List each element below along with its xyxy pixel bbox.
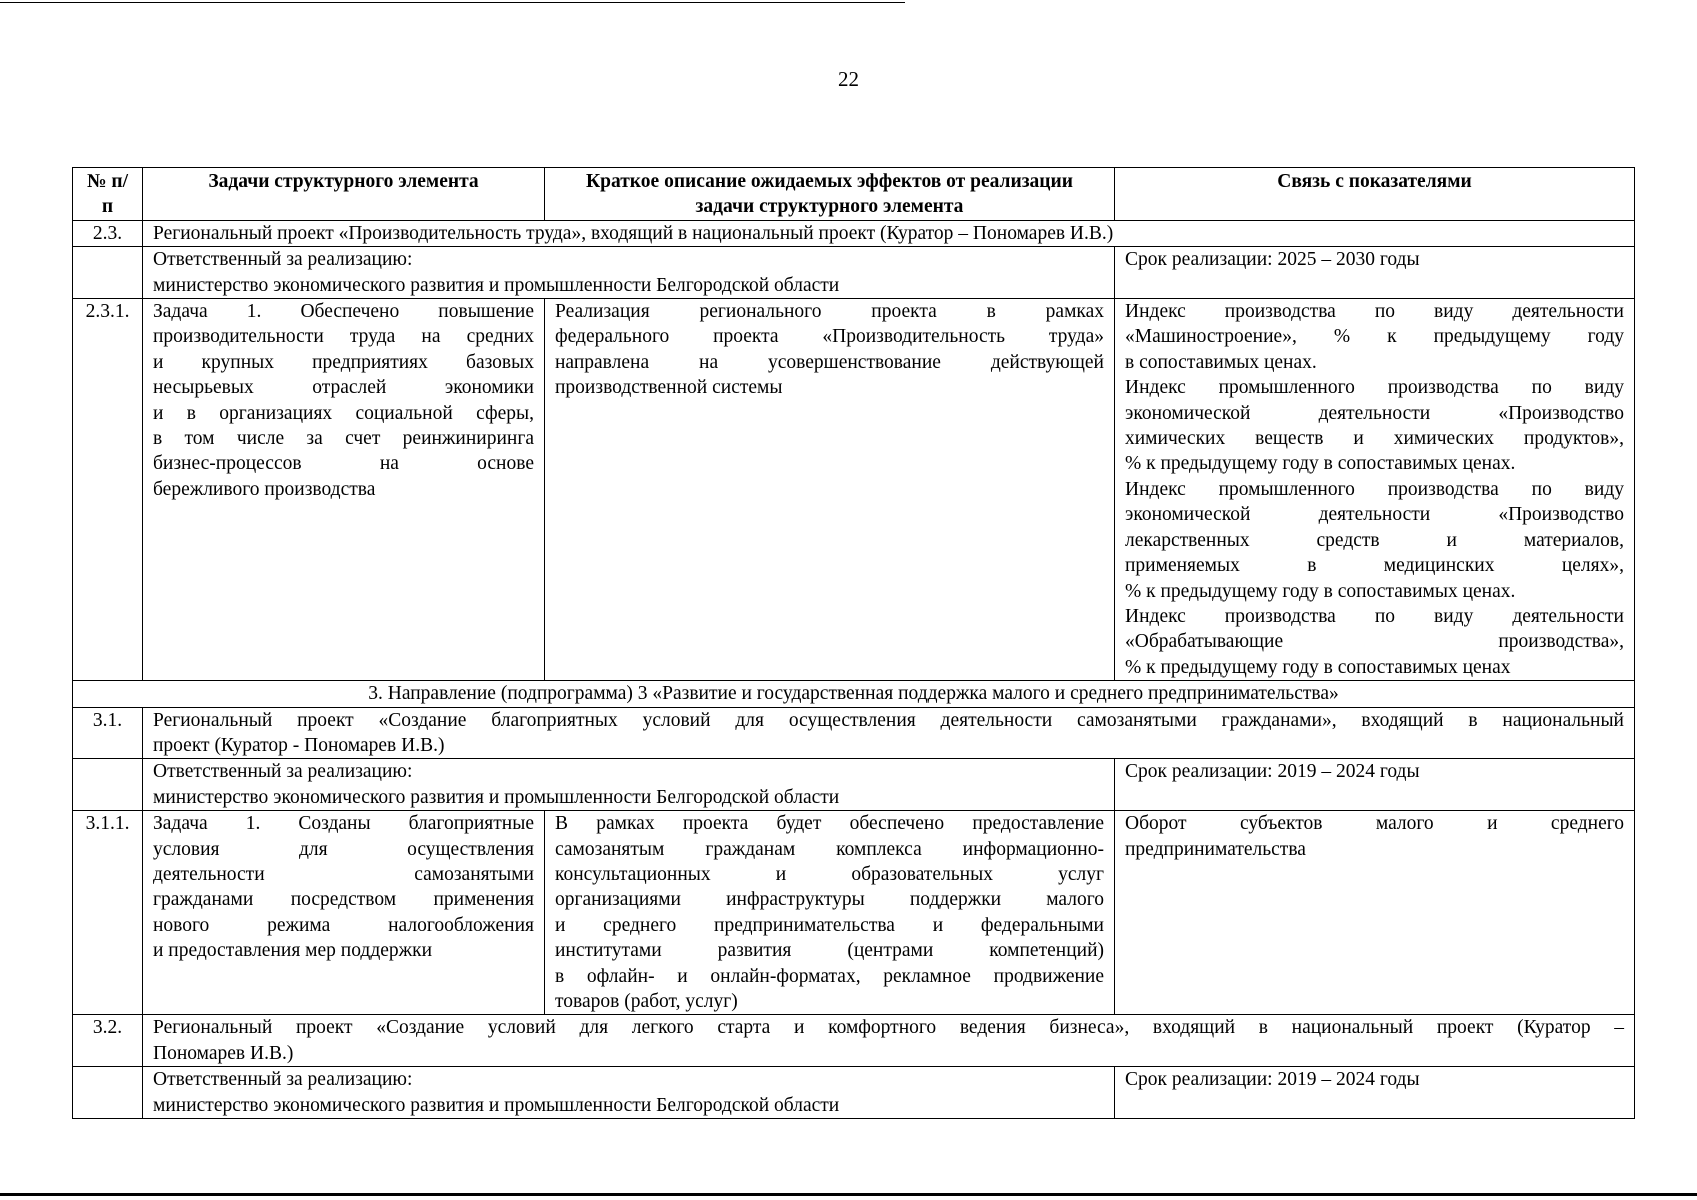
responsible-cell <box>143 1067 1115 1119</box>
effect-cell <box>545 811 1115 1015</box>
table-row-3-2-responsible <box>73 1067 1635 1119</box>
effect-line: производственной системы <box>555 377 783 399</box>
indicator-line: лекарственных средств и материалов, <box>1125 529 1624 551</box>
indicator-line: экономической деятельности «Производство <box>1125 504 1624 526</box>
table-row-2-3-responsible <box>73 247 1635 299</box>
effect-cell <box>545 299 1115 681</box>
table-row-3-1-1 <box>73 811 1635 1015</box>
responsible-value: министерство экономического развития и промышленности Белгородской области <box>153 786 840 808</box>
task-line: гражданами посредством применения <box>153 889 534 911</box>
term-cell: Срок реализации: 2019 – 2024 годы <box>1115 759 1635 811</box>
row-number-empty <box>73 1067 143 1119</box>
responsible-cell <box>143 759 1115 811</box>
indicator-line: в сопоставимых ценах. <box>1125 351 1317 373</box>
effect-line: Реализация регионального проекта в рамках <box>555 301 1104 323</box>
responsible-label: Ответственный за реализацию: <box>153 761 413 783</box>
section-heading: 3. Направление (подпрограмма) 3 «Развитие и государственная поддержка малого и среднего предпринимательства» <box>73 681 1635 707</box>
project-title-line: Региональный проект «Создание благоприятных условий для осуществления деятельности самозанятыми гражданами», входящий в национальный <box>153 709 1624 731</box>
task-line: бизнес-процессов на основе <box>153 453 534 475</box>
row-number: 3.2. <box>73 1015 143 1067</box>
indicator-line: Индекс производства по виду деятельности <box>1125 301 1624 323</box>
term-cell: Срок реализации: 2025 – 2030 годы <box>1115 247 1635 299</box>
section-heading-row <box>73 681 1635 707</box>
task-line: условия для осуществления <box>153 838 534 860</box>
task-cell <box>143 299 545 681</box>
indicator-line: Индекс производства по виду деятельности <box>1125 605 1624 627</box>
table-header-row <box>73 168 1635 221</box>
header-num: № п/п <box>73 168 143 221</box>
indicator-line: % к предыдущему году в сопоставимых ценах <box>1125 656 1511 678</box>
row-number-empty <box>73 759 143 811</box>
row-number: 3.1.1. <box>73 811 143 1015</box>
indicator-line: Оборот субъектов малого и среднего <box>1125 813 1624 835</box>
effect-line: товаров (работ, услуг) <box>555 991 738 1012</box>
indicator-line: применяемых в медицинских целях», <box>1125 555 1624 577</box>
task-line: нового режима налогообложения <box>153 914 534 936</box>
task-line: бережливого производства <box>153 478 376 500</box>
responsible-value: министерство экономического развития и промышленности Белгородской области <box>153 274 840 296</box>
table-row-2-3-1 <box>73 299 1635 681</box>
project-title-line: Региональный проект «Создание условий для легкого старта и комфортного ведения бизнеса», входящий в национальный проект (Куратор – <box>153 1017 1624 1039</box>
indicator-line: «Машиностроение», % к предыдущему году <box>1125 326 1624 348</box>
responsible-cell <box>143 247 1115 299</box>
indicator-cell <box>1115 299 1635 681</box>
table-row-3-2 <box>73 1015 1635 1067</box>
row-number-empty <box>73 247 143 299</box>
effect-line: организациями инфраструктуры поддержки малого <box>555 889 1104 911</box>
task-line: Задача 1. Обеспечено повышение <box>153 301 534 323</box>
task-line: Задача 1. Созданы благоприятные <box>153 813 534 835</box>
effect-line: федерального проекта «Производительность труда» <box>555 326 1104 348</box>
row-number: 3.1. <box>73 707 143 759</box>
page-number: 22 <box>838 67 859 91</box>
header-effects: Краткое описание ожидаемых эффектов от реализации задачи структурного элемента <box>545 168 1115 221</box>
task-line: и крупных предприятиях базовых <box>153 351 534 373</box>
table-row-3-1-responsible <box>73 759 1635 811</box>
effect-line: консультационных и образовательных услуг <box>555 863 1104 885</box>
table-row-3-1 <box>73 707 1635 759</box>
indicator-line: экономической деятельности «Производство <box>1125 402 1624 424</box>
table-row-2-3 <box>73 220 1635 246</box>
task-line: и предоставления мер поддержки <box>153 940 433 962</box>
header-tasks: Задачи структурного элемента <box>143 168 545 221</box>
indicator-cell <box>1115 811 1635 1015</box>
indicator-line: предпринимательства <box>1125 838 1306 860</box>
indicator-line: % к предыдущему году в сопоставимых ценах. <box>1125 453 1516 475</box>
effect-line: самозанятым гражданам комплекса информационно- <box>555 838 1104 860</box>
indicator-line: химических веществ и химических продуктов», <box>1125 428 1624 450</box>
responsible-value: министерство экономического развития и промышленности Белгородской области <box>153 1094 840 1116</box>
term-cell: Срок реализации: 2019 – 2024 годы <box>1115 1067 1635 1119</box>
effect-line: и среднего предпринимательства и федеральными <box>555 914 1104 936</box>
effect-line: направлена на усовершенствование действующей <box>555 351 1104 373</box>
scan-edge-bottom <box>0 1193 1697 1196</box>
project-title: Региональный проект «Производительность труда», входящий в национальный проект (Куратор – Пономарев И.В.) <box>143 220 1635 246</box>
responsible-label: Ответственный за реализацию: <box>153 249 413 271</box>
indicator-line: % к предыдущему году в сопоставимых ценах. <box>1125 580 1516 602</box>
indicator-line: Индекс промышленного производства по виду <box>1125 377 1624 399</box>
row-number: 2.3. <box>73 220 143 246</box>
task-line: несырьевых отраслей экономики <box>153 377 534 399</box>
structural-elements-table <box>72 167 1635 1119</box>
indicator-line: Индекс промышленного производства по виду <box>1125 478 1624 500</box>
task-line: производительности труда на средних <box>153 326 534 348</box>
scan-edge-top <box>0 2 905 3</box>
header-indicators: Связь с показателями <box>1115 168 1635 221</box>
row-number: 2.3.1. <box>73 299 143 681</box>
project-title-line: проект (Куратор - Пономарев И.В.) <box>153 734 445 756</box>
effect-line: в офлайн- и онлайн-форматах, рекламное продвижение <box>555 965 1104 987</box>
effect-line: институтами развития (центрами компетенций) <box>555 940 1104 962</box>
responsible-label: Ответственный за реализацию: <box>153 1069 413 1091</box>
project-title <box>143 1015 1635 1067</box>
task-cell <box>143 811 545 1015</box>
task-line: в том числе за счет реинжиниринга <box>153 428 534 450</box>
project-title <box>143 707 1635 759</box>
effect-line: В рамках проекта будет обеспечено предоставление <box>555 813 1104 835</box>
task-line: и в организациях социальной сферы, <box>153 402 534 424</box>
project-title-line: Пономарев И.В.) <box>153 1042 294 1064</box>
task-line: деятельности самозанятыми <box>153 863 534 885</box>
indicator-line: «Обрабатывающие производства», <box>1125 631 1624 653</box>
